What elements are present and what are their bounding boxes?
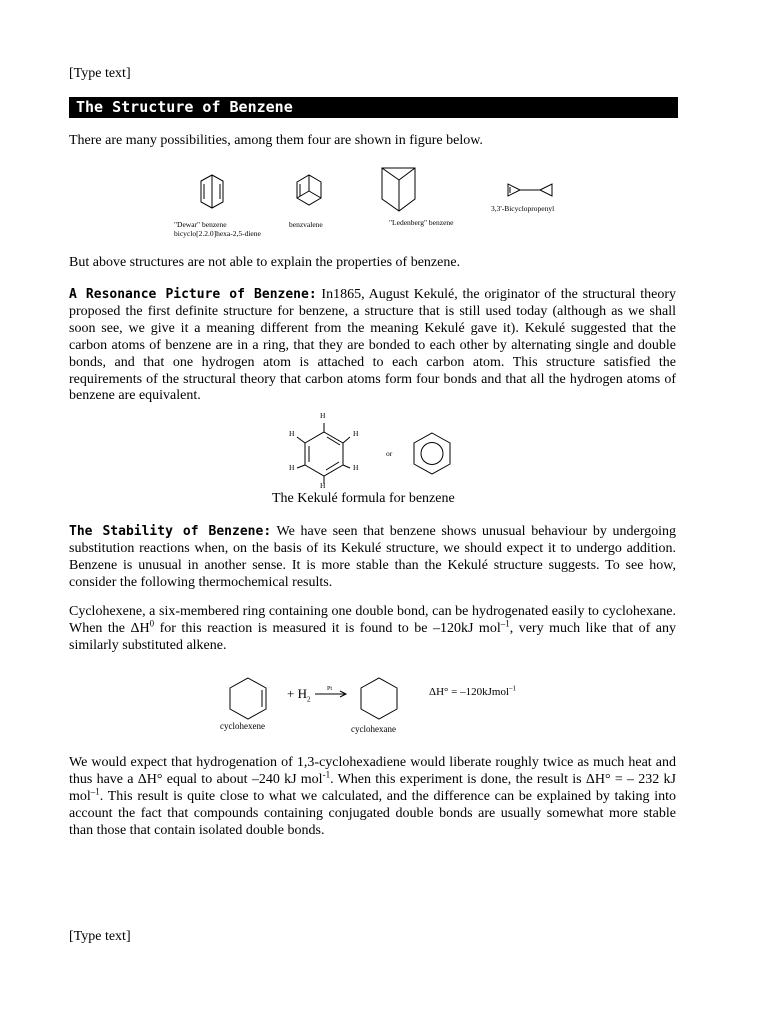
cyclohexene-text-a: Cyclohexene, a six-membered ring containing one double bond, can be hydrogenated easily to cyclohexane. When the ΔH [69, 604, 676, 636]
benzvalene-label: benzvalene [289, 220, 323, 229]
page-footer: [Type text] [69, 929, 131, 944]
hydro-text-c: . This result is quite close to what we calculated, and the difference can be explained by taking into account the fact that compounds containing conjugated double bonds are usually somewhat more stable than those that contain isolated double bonds. [69, 788, 676, 838]
hydro-text-a: We would expect that hydrogenation of 1,3-cyclohexadiene would liberate roughly twice as much heat and thus have a ΔH° equal to about –240 kJ mol [69, 755, 676, 787]
kekule-caption: The Kekulé formula for benzene [272, 491, 455, 506]
h-label-bottom: H [320, 481, 326, 490]
hydro-sup-1: -1 [322, 769, 331, 780]
h-label-upper-left: H [289, 429, 295, 438]
resonance-body: In1865, August Kekulé, the originator of the structural theory proposed the first definite structure for benzene, a structure that is still used today (although as we shall soon see, we give it a meaning different from the meaning Kekulé gave it). Kekulé suggested that the carbon atoms of benzene are in a ring, that they are bonded to each other by alternating single and double bonds, and that one hydrogen atom is attached to each carbon atom. This structure satisfied the requirements of the structural theory that carbon atoms form four bonds and that all the hydrogen atoms of benzene are equivalent. [69, 287, 676, 404]
page-header: [Type text] [69, 66, 131, 81]
delta-h-sup: –1 [509, 684, 517, 693]
h-label-lower-left: H [289, 463, 295, 472]
stability-body: We have seen that benzene shows unusual behaviour by undergoing substitution reactions when, on the basis of its Kekulé structure, we should expect it to undergo addition. Benzene is unusual in another sense. It is more stable than the Kekulé structure suggests. To see how, consider the following thermochemical results. [69, 524, 676, 590]
hydro-text-b: . When this experiment is done, the result is ΔH° = – 232 kJ mol [69, 771, 676, 804]
cyclohexane-label: cyclohexane [351, 724, 396, 734]
structures-not-able-paragraph: But above structures are not able to explain the properties of benzene. [69, 255, 461, 270]
hydro-sup-2: –1 [90, 786, 100, 797]
resonance-lead-heading: A Resonance Picture of Benzene: [69, 287, 317, 302]
cyclohexene-structure [230, 678, 266, 719]
catalyst-label: Pt [327, 686, 333, 692]
cyclohexene-sup-2: –1 [500, 618, 510, 629]
h-label-top: H [320, 411, 326, 420]
section-title: The Structure of Benzene [69, 97, 678, 118]
dewar-benzene-iupac-label: bicyclo[2.2.0]hexa-2,5-diene [174, 229, 261, 238]
delta-h-text: ΔH° = –120kJmol [429, 686, 510, 698]
h2-subscript: 2 [306, 695, 311, 704]
dewar-benzene-label: "Dewar" benzene [174, 220, 227, 229]
h-label-lower-right: H [353, 463, 359, 472]
cyclohexene-text-c: , very much like that of any similarly substituted alkene. [69, 620, 676, 653]
plus-h-text: + H [287, 686, 307, 701]
intro-paragraph: There are many possibilities, among them four are shown in figure below. [69, 133, 483, 148]
delta-h-label [429, 686, 516, 698]
h-label-upper-right: H [353, 429, 359, 438]
cyclohexene-sup-1: 0 [149, 618, 155, 629]
cyclohexene-text-b: for this reaction is measured it is found to be –120kJ mol [154, 620, 501, 636]
bicyclopropenyl-label: 3,3'-Bicyclopropenyl [491, 204, 555, 213]
hydrogenation-paragraph [69, 755, 676, 840]
cyclohexane-structure [361, 678, 397, 719]
cyclohexene-label: cyclohexene [220, 721, 265, 731]
plus-h2-label [287, 686, 310, 704]
or-label: or [386, 449, 393, 458]
ladenberg-benzene-label: "Ledenberg" benzene [389, 218, 454, 227]
stability-lead-heading: The Stability of Benzene: [69, 524, 272, 539]
